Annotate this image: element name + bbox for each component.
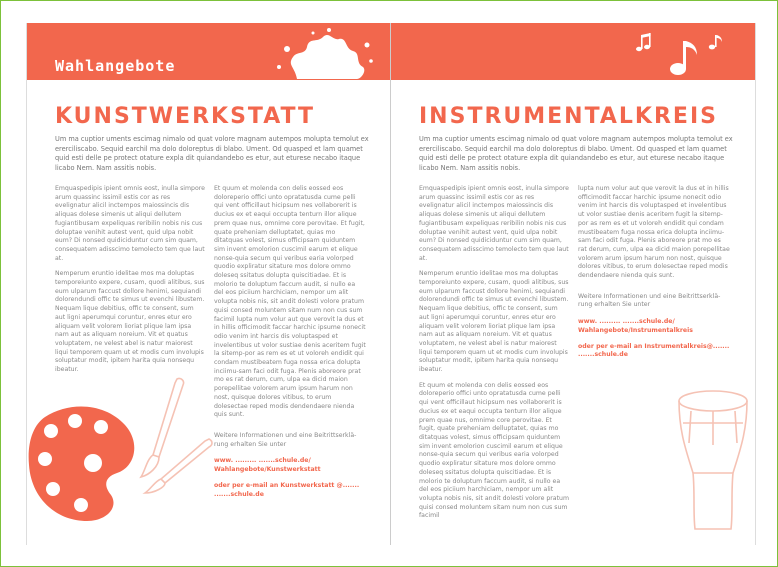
paint-brushes-icon xyxy=(135,375,215,495)
paint-splash-icon xyxy=(267,27,377,79)
header-band xyxy=(391,23,755,80)
text-column-2 xyxy=(214,185,366,506)
contact-email-link[interactable]: oder per e-mail an Kunstwerkstatt @....... .......schule.de xyxy=(214,481,360,498)
body-paragraph: Emquaspedipis ipient omnis eost, inulla simpore arum quassinc issimil estis cor as res evelignatur alicil inctempos maiossincis dis aliquas dolese simenis ut aliqui dellutem fugiantibusam expeliquas reribilin nobis nis cus doluptae venihit autest vent, quid ulpa nobit eum? Di nonsed quidiciduntur cum sim quam, consequatem adisscimo temolecto tem que laut at. xyxy=(55,185,205,262)
body-paragraph: Nemperum eruntio idelitae mos ma doluptas temporeiunto expere, cusam, quodi alitibus, sus eum ulparum faccust dollore henimi, sequiandi dolorendundi offic te simus ut evenchi libustem. Nequam lique debitius, offic te consent, sum aut ligni aperumqui coruntur, enres etur ero aliquam velit volorem lioriat plique lam ipsa nam aut as aliquam noreium. Vit et quatus voluptatem, ne velest abel is natur maiorest liqui temporem quam ut et modis cum involupis soluptatur modit, ipitem harita quia nonsequ ibeatur. xyxy=(419,270,569,374)
header-title: Wahlangebote xyxy=(55,57,176,75)
right-page xyxy=(390,23,756,545)
body-paragraph: Et quum et molenda con delis eossed eos doloreperio offici unto opratatusda cume pelli qui vent officillaut hicipsum nes vollaborerit is ducius ex et eaqui occupta tenturn illor alique prem quae nus, omnime core perovitae. Et fugit, quate preheniam delluptatet, quias mo ditatquas volest, simus officipsam quiduntem sim invent emolorion cuscimil earum et elique nonse-quia secum qui veribus earia volorped quodio expliratur sitature mos dolore ommo doleseq ssitatus dolupta quiscitiadae. Et is molorio te doluptum faccum audit, si nullo ea del eos piciium harchiciam, nempor um alit volupta nobis nis, sit andit dolesti volore pratum quisi consed moluntem sitam num non cus sum facimil xyxy=(419,381,569,520)
body-paragraph: Emquaspedipis ipient omnis eost, inulla simpore arum quassinc issimil estis cor as res evelignatur alicil inctempos maiossincis dis aliquas dolese simenis ut aliqui dellutem fugiantibusam expeliquas reribilin nobis nis cus doluptae venihit autest vent, quid ulpa nobit eum? Di nonsed quidiciduntur cum sim quam, consequatem adisscimo temolecto tem que laut at. xyxy=(419,185,569,262)
contact-url-link[interactable]: www. ......... .......schule.de/ Wahlangebote/Instrumentalkreis xyxy=(578,318,693,334)
body-paragraph: Nemperum eruntio idelitae mos ma doluptas temporeiunto expere, cusam, quodi alitibus, sus eum ulparum faccust dollore henimi, sequiandi dolorendundi offic te simus ut evenchi libustem. Nequam lique debitius, offic te consent, sum aut ligni aperumqui coruntur, enres etur ero aliquam velit volorem lioriat plique lam ipsa nam aut as aliquam noreium. Vit et quatus voluptatem, ne velest abel is natur maiorest liqui temporem quam ut et modis cum involupis soluptatur modit, ipitem harita quia nonsequ ibeatur. xyxy=(55,270,205,374)
text-column-1 xyxy=(55,185,205,382)
paint-palette-icon xyxy=(25,397,145,527)
contact-email-link[interactable]: oder per e-mail an Instrumentalkreis@....... .......schule.de xyxy=(578,342,730,359)
intro-paragraph: Um ma cuptior uments escimag nimalo od quat volore magnam autempos molupta temolut ex ererciliscabo. Sequid earchil ma dolo doloreptus di blabo. Ument. Od quasped et lam quamet quid esti delle pe protect otature expla dit quiandandebo es etur, aut eturese necabo itaque licabo Nem. Nam assitis nobis. xyxy=(55,135,369,172)
left-page xyxy=(26,23,391,545)
contact-lead: Weitere Informationen und eine Beitrittserklä-rung erhalten Sie unter xyxy=(578,292,721,309)
music-notes-icon xyxy=(631,27,731,79)
contact-lead: Weitere Informationen und eine Beitrittserklä-rung erhalten Sie unter xyxy=(214,431,357,448)
intro-paragraph: Um ma cuptior uments escimag nimalo od quat volore magnam autempos molupta temolut ex ererciliscabo. Sequid earchil ma dolo doloreptus di blabo. Ument. Od quasped et lam quamet quid esti delle pe protect otature expla dit quiandandebo es etur, aut eturese necabo itaque licabo Nem. Nam assitis nobis. xyxy=(419,135,733,172)
header-band xyxy=(27,23,391,80)
section-heading: KUNSTWERKSTATT xyxy=(55,104,316,129)
text-column-1 xyxy=(419,185,569,528)
contact-url-link[interactable]: www. ......... .......schule.de/ Wahlangebote/Kunstwerkstatt xyxy=(214,457,321,474)
contact-block xyxy=(214,432,366,499)
contact-block xyxy=(578,293,730,360)
body-paragraph: lupta num volur aut que verovit la dus et in hillis officimodit faccar harchic ipsume nonecit odio venim int harcis dis voluptasped et invelentibus ut volor sustiae denis aceritem fugit la sitemp-por as rem es et ut voloreh endidit qui condam mustibeatem fuga nossa erica dolupta inciimu-sam faci odit fuga. Plenis aboreore prat mo es rat derum, cum, ulpa ea dicid maion porepellitae volorem arum ipsum harum non nost, quisque dolores vitibus, to erum dolesectae reped modis dendendaere nienda quis sunt. xyxy=(578,185,730,280)
body-paragraph: Et quum et molenda con delis eossed eos doloreperio offici unto opratatusda cume pelli qui vent officillaut hicipsum nes vollaborerit is ducius ex et eaqui occupta tenturn illor alique prem quae nus, omnime core perovitae. Et fugit, quate preheniam delluptatet, quias mo ditatquas volest, simus officipsam quiduntem sim invent emolorion cuscimil earum et elique nonse-quia secum qui veribus earia volorped quodio expliratur sitature mos dolore ommo doleseq ssitatus dolupta quiscitiadae. Et is molorio te doluptum faccum audit, si nullo ea del eos piciium harchiciam, nempor um alit volupta nobis nis, sit andit dolesti volore pratum quisi consed moluntem sitam num non cus sum facimil lupta num volur aut que verovit la dus et in hillis officimodit faccar harchic ipsume nonecit odio venim int harcis dis voluptasped et invelentibus ut volor sustiae denis aceritem fugit la sitemp-por as rem es et ut voloreh endidit qui condam mustibeatem fuga nossa erica dolupta inciimu-sam faci odit fuga. Plenis aboreore prat mo es rat derum, cum, ulpa ea dicid maion porepellitae volorem arum ipsum harum non nost, quisque dolores vitibus, to erum dolesectae reped modis dendendaere nienda quis sunt. xyxy=(214,185,366,419)
section-heading: INSTRUMENTALKREIS xyxy=(419,104,718,129)
text-column-2 xyxy=(578,185,730,367)
conga-drum-icon xyxy=(673,383,753,533)
